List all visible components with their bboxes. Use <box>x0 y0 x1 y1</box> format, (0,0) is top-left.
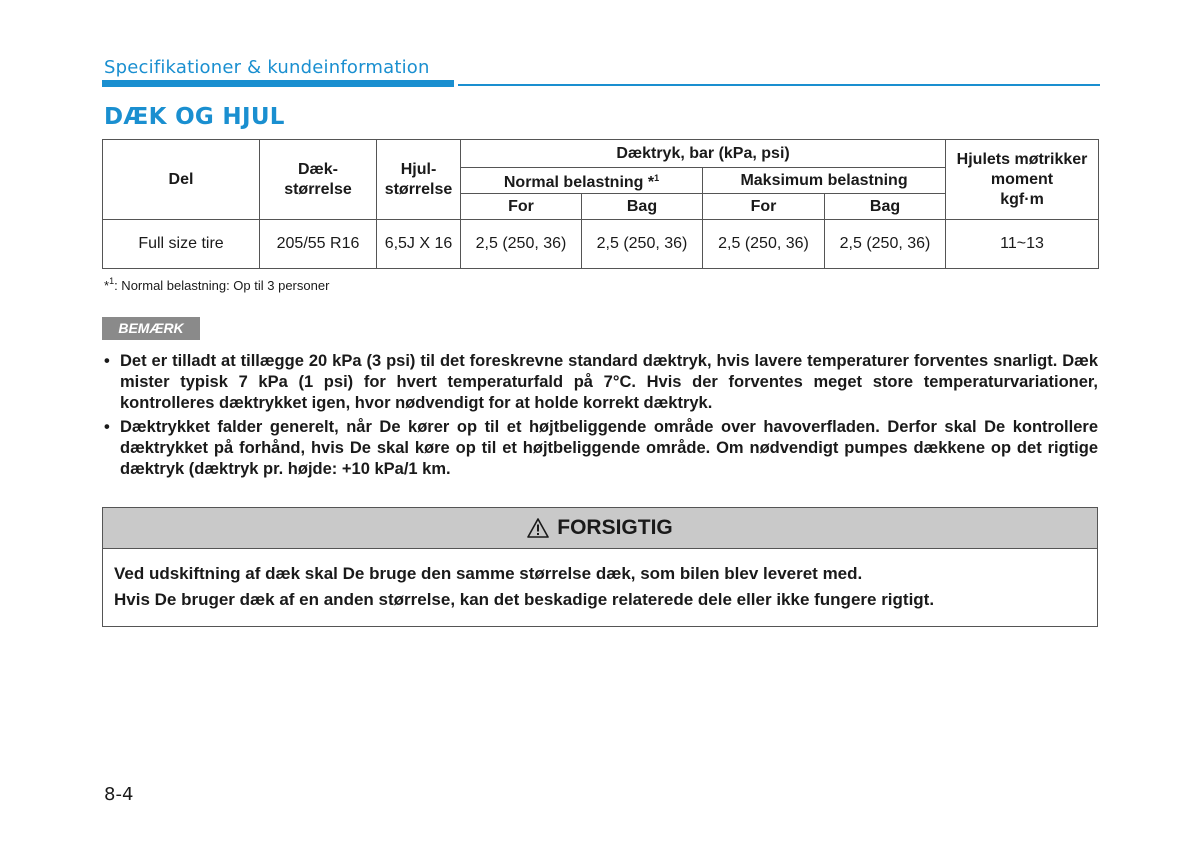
header-normal-label: Normal belastning * <box>503 174 655 191</box>
caution-title: FORSIGTIG <box>557 516 673 539</box>
footnote-star: * <box>104 278 110 293</box>
bullet-icon: • <box>104 352 110 370</box>
cell-hjul-size: 6,5J X 16 <box>377 220 461 269</box>
cell-del: Full size tire <box>103 220 260 269</box>
header-hjul-line2: størrelse <box>384 180 453 198</box>
bullet-icon: • <box>104 418 110 436</box>
cell-max-for: 2,5 (250, 36) <box>703 220 825 269</box>
header-moment-line1: Hjulets møtrikker <box>956 150 1088 168</box>
header-max-load: Maksimum belastning <box>703 168 946 194</box>
header-normal-sup: 1 <box>654 173 660 183</box>
footnote-text: : Normal belastning: Op til 3 personer <box>114 278 330 293</box>
warning-triangle-icon <box>527 518 549 538</box>
caution-line: Hvis De bruger dæk af en anden størrelse, kan det beskadige relaterede dele eller ikke fungere rigtigt. <box>114 590 935 609</box>
footnote <box>104 276 329 293</box>
table-row <box>103 220 1099 269</box>
header-daek-line1: Dæk- <box>297 160 338 178</box>
section-header: Specifikationer & kundeinformation <box>104 57 430 78</box>
header-moment <box>946 140 1099 220</box>
cell-daek-size: 205/55 R16 <box>260 220 377 269</box>
header-hjul-line1: Hjul- <box>400 160 437 178</box>
header-for-max: For <box>703 194 825 220</box>
footnote-sup: 1 <box>109 276 115 286</box>
header-rule-thin <box>458 84 1100 86</box>
header-bag-normal: Bag <box>582 194 703 220</box>
caution-body <box>103 549 1097 613</box>
note-badge: BEMÆRK <box>102 317 200 340</box>
header-daek-line2: størrelse <box>284 180 352 198</box>
header-bag-max: Bag <box>825 194 946 220</box>
header-normal-load <box>461 168 703 194</box>
note-list <box>102 351 1098 483</box>
caution-header <box>103 508 1097 549</box>
page-title: DÆK OG HJUL <box>104 104 285 130</box>
header-rule-thick <box>102 80 454 87</box>
list-item <box>102 417 1098 480</box>
header-pressure: Dæktryk, bar (kPa, psi) <box>461 140 946 168</box>
note-text: Dæktrykket falder generelt, når De kører op til et højtbeliggende område over havoverfladen. Derfor skal De kontrollere dæktrykket på forhånd, hvis De skal køre op til et højtbeliggende område. Om nødvendigt pumpes dækkene op det rigtige dæktryk (dæktryk pr. højde: +10 kPa/1 km. <box>120 418 1098 478</box>
cell-normal-for: 2,5 (250, 36) <box>461 220 582 269</box>
caution-box <box>102 507 1098 627</box>
cell-normal-bag: 2,5 (250, 36) <box>582 220 703 269</box>
header-moment-line2: moment <box>990 170 1054 188</box>
tire-spec-table <box>102 139 1099 269</box>
list-item <box>102 351 1098 414</box>
note-text: Det er tilladt at tillægge 20 kPa (3 psi) til det foreskrevne standard dæktryk, hvis lavere temperaturer forventes snarligt. Dæk mister typisk 7 kPa (1 psi) for hvert temperaturfald på 7°C. Hvis der forventes meget store temperaturvariationer, kontrolleres dæktrykket igen, hvor nødvendigt for at holde korrekt dæktryk. <box>120 352 1098 412</box>
header-moment-line3: kgf·m <box>1000 190 1044 208</box>
page-number: 8-4 <box>104 784 134 805</box>
caution-line: Ved udskiftning af dæk skal De bruge den samme størrelse dæk, som bilen blev leveret med. <box>114 564 863 583</box>
header-del: Del <box>103 140 260 220</box>
header-daek-size <box>260 140 377 220</box>
header-for-normal: For <box>461 194 582 220</box>
cell-max-bag: 2,5 (250, 36) <box>825 220 946 269</box>
cell-moment: 11~13 <box>946 220 1099 269</box>
header-hjul-size <box>377 140 461 220</box>
